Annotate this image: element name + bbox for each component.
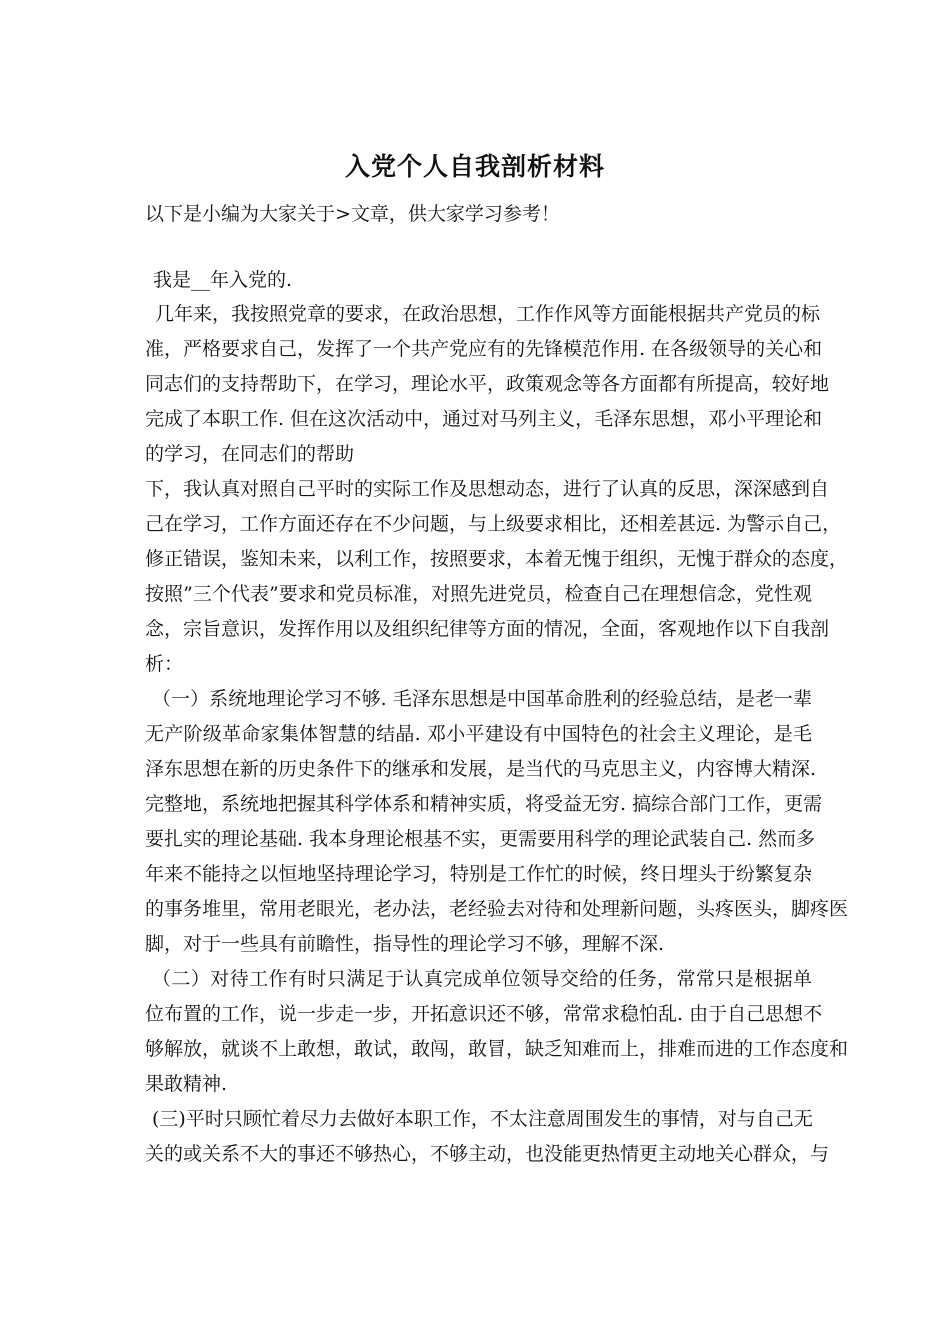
text-line: 要扎实的理论基础. 我本身理论根基不实，更需要用科学的理论武装自己. 然而多 bbox=[145, 828, 816, 850]
text-line: 修正错误，鉴知未来，以利工作，按照要求，本着无愧于组织，无愧于群众的态度， bbox=[145, 548, 849, 570]
text-line: （一）系统地理论学习不够. 毛泽东思想是中国革命胜利的经验总结，是老一辈 bbox=[152, 688, 812, 710]
text-line: 无产阶级革命家集体智慧的结晶. 邓小平建设有中国特色的社会主义理论，是毛 bbox=[145, 723, 812, 745]
text-line: 够解放，就谈不上敢想，敢试，敢闯，敢冒，缺乏知难而上，排难而进的工作态度和 bbox=[145, 1038, 849, 1060]
text-line: 己在学习，工作方面还存在不少问题，与上级要求相比，还相差甚远. 为警示自己， bbox=[145, 513, 842, 535]
text-line: 的学习，在同志们的帮助 bbox=[145, 443, 355, 465]
text-line: 下，我认真对照自己平时的实际工作及思想动态，进行了认真的反思，深深感到自 bbox=[145, 478, 830, 500]
text-line: 果敢精神. bbox=[145, 1073, 228, 1095]
intro-text: 以下是小编为大家关于>文章，供大家学习参考！ bbox=[145, 203, 560, 225]
text-line: 脚，对于一些具有前瞻性，指导性的理论学习不够，理解不深. bbox=[145, 933, 665, 955]
text-line: 位布置的工作，说一步走一步，开拓意识还不够，常常求稳怕乱. 由于自己思想不 bbox=[145, 1003, 823, 1025]
text-line: 析： bbox=[145, 653, 184, 675]
text-line: 我是__年入党的. bbox=[153, 269, 293, 291]
text-line: 同志们的支持帮助下，在学习，理论水平，政策观念等各方面都有所提高，较好地 bbox=[145, 373, 830, 395]
text-line: 泽东思想在新的历史条件下的继承和发展，是当代的马克思主义，内容博大精深. bbox=[145, 758, 817, 780]
text-line: 完成了本职工作. 但在这次活动中，通过对马列主义，毛泽东思想，邓小平理论和 bbox=[145, 408, 823, 430]
text-line: 关的或关系不大的事还不够热心，不够主动，也没能更热情更主动地关心群众，与 bbox=[145, 1143, 830, 1165]
text-line: 按照”三个代表”要求和党员标准，对照先进党员，检查自己在理想信念，党性观 bbox=[145, 583, 812, 605]
text-line: 年来不能持之以恒地坚持理论学习，特别是工作忙的时候，终日埋头于纷繁复杂 bbox=[145, 863, 812, 885]
document-title: 入党个人自我剖析材料 bbox=[344, 152, 605, 181]
text-line: 的事务堆里，常用老眼光，老办法，老经验去对待和处理新问题，头疼医头，脚疼医 bbox=[145, 898, 849, 920]
text-line: 准，严格要求自己，发挥了一个共产党应有的先锋模范作用. 在各级领导的关心和 bbox=[145, 338, 823, 360]
text-line: 几年来，我按照党章的要求，在政治思想，工作作风等方面能根据共产党员的标 bbox=[155, 303, 821, 325]
text-line: 完整地，系统地把握其科学体系和精神实质，将受益无穷. 搞综合部门工作，更需 bbox=[145, 793, 823, 815]
text-line: (三)平时只顾忙着尽力去做好本职工作，不太注意周围发生的事情，对与自己无 bbox=[152, 1108, 813, 1130]
text-line: 念，宗旨意识，发挥作用以及组织纪律等方面的情况，全面，客观地作以下自我剖 bbox=[145, 618, 830, 640]
text-line: （二）对待工作有时只满足于认真完成单位领导交给的任务，常常只是根据单 bbox=[152, 968, 812, 990]
